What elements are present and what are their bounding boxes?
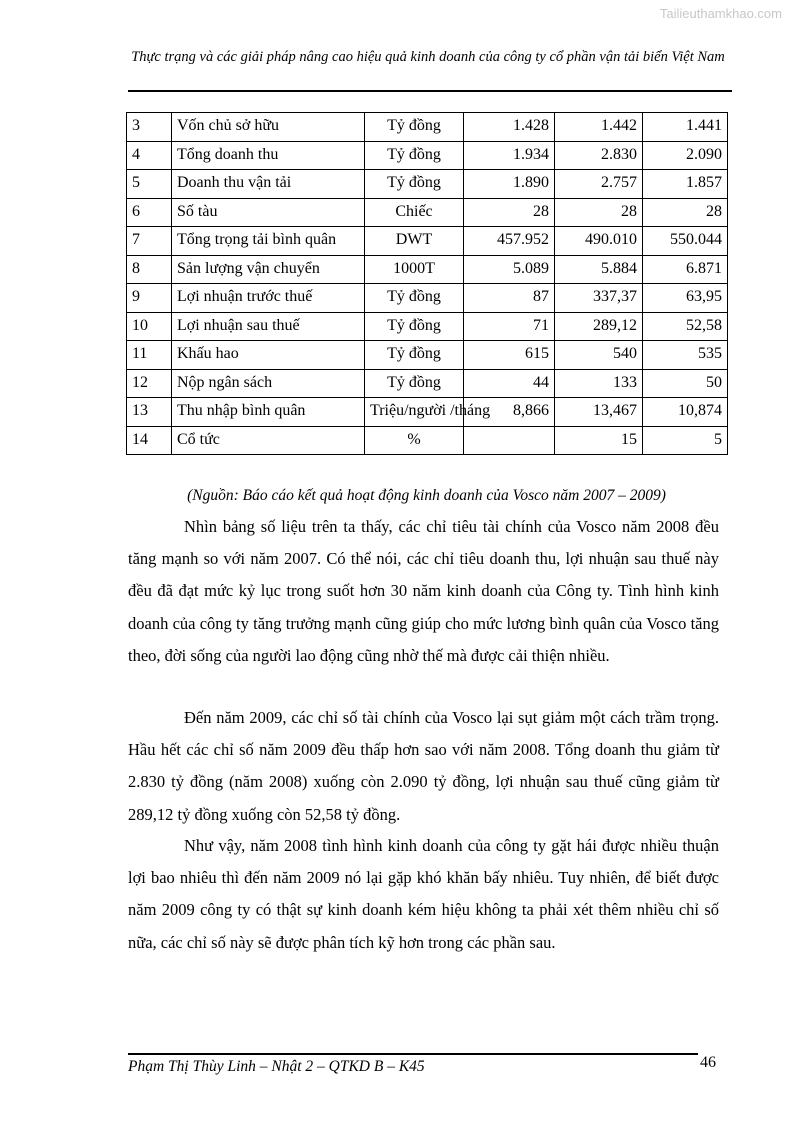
value-2008: 490.010 bbox=[555, 227, 643, 256]
footer-divider bbox=[128, 1053, 698, 1055]
row-number: 12 bbox=[127, 369, 172, 398]
row-number: 9 bbox=[127, 284, 172, 313]
row-number: 5 bbox=[127, 170, 172, 199]
row-number: 3 bbox=[127, 113, 172, 142]
table-row bbox=[127, 255, 728, 284]
value-2007: 1.428 bbox=[464, 113, 555, 142]
indicator-name: Lợi nhuận trước thuế bbox=[172, 284, 365, 313]
table-row bbox=[127, 170, 728, 199]
table-row bbox=[127, 369, 728, 398]
value-2009: 550.044 bbox=[643, 227, 728, 256]
unit-cell: DWT bbox=[365, 227, 464, 256]
unit-cell: % bbox=[365, 426, 464, 455]
value-2009: 28 bbox=[643, 198, 728, 227]
unit-cell: Tỷ đồng bbox=[365, 341, 464, 370]
value-2009: 1.441 bbox=[643, 113, 728, 142]
value-2008: 1.442 bbox=[555, 113, 643, 142]
footer-author: Phạm Thị Thùy Linh – Nhật 2 – QTKD B – K45 bbox=[128, 1058, 425, 1075]
row-number: 4 bbox=[127, 141, 172, 170]
value-2009: 52,58 bbox=[643, 312, 728, 341]
value-2009: 2.090 bbox=[643, 141, 728, 170]
indicator-name: Lợi nhuận sau thuế bbox=[172, 312, 365, 341]
unit-cell: Tỷ đồng bbox=[365, 113, 464, 142]
table-row bbox=[127, 141, 728, 170]
row-number: 14 bbox=[127, 426, 172, 455]
row-number: 7 bbox=[127, 227, 172, 256]
value-2007: 5.089 bbox=[464, 255, 555, 284]
table-row bbox=[127, 284, 728, 313]
value-2009: 5 bbox=[643, 426, 728, 455]
value-2007: 1.890 bbox=[464, 170, 555, 199]
value-2007: 615 bbox=[464, 341, 555, 370]
value-2009: 63,95 bbox=[643, 284, 728, 313]
row-number: 6 bbox=[127, 198, 172, 227]
table-row bbox=[127, 341, 728, 370]
value-2007: 8,866 bbox=[464, 398, 555, 427]
value-2007: 71 bbox=[464, 312, 555, 341]
header-divider bbox=[128, 90, 732, 92]
table-row bbox=[127, 227, 728, 256]
paragraph: Đến năm 2009, các chỉ số tài chính của Vosco lại sụt giảm một cách trầm trọng. Hầu hết các chỉ số năm 2009 đều thấp hơn sao với năm 2008. Tổng doanh thu giảm từ 2.830 tỷ đồng (năm 2008) xuống còn 2.090 tỷ đồng, lợi nhuận sau thuế cũng giảm từ 289,12 tỷ đồng xuống còn 52,58 tỷ đồng. bbox=[128, 708, 719, 824]
value-2007 bbox=[464, 426, 555, 455]
value-2009: 535 bbox=[643, 341, 728, 370]
value-2008: 289,12 bbox=[555, 312, 643, 341]
page-header: Thực trạng và các giải pháp nâng cao hiệu quả kinh doanh của công ty cổ phần vận tải biển Việt Nam bbox=[131, 49, 725, 65]
table-row bbox=[127, 426, 728, 455]
indicator-name: Thu nhập bình quân bbox=[172, 398, 365, 427]
value-2008: 2.757 bbox=[555, 170, 643, 199]
row-number: 13 bbox=[127, 398, 172, 427]
value-2009: 50 bbox=[643, 369, 728, 398]
financial-table bbox=[126, 112, 728, 455]
unit-cell: Tỷ đồng bbox=[365, 141, 464, 170]
indicator-name: Sản lượng vận chuyển bbox=[172, 255, 365, 284]
value-2007: 44 bbox=[464, 369, 555, 398]
value-2008: 13,467 bbox=[555, 398, 643, 427]
indicator-name: Vốn chủ sở hữu bbox=[172, 113, 365, 142]
unit-cell: Triệu/người /tháng bbox=[365, 398, 464, 427]
paragraph: Như vậy, năm 2008 tình hình kinh doanh của công ty gặt hái được nhiều thuận lợi bao nhiêu thì đến năm 2009 nó lại gặp khó khăn bấy nhiêu. Tuy nhiên, để biết được năm 2009 công ty có thật sự kinh doanh kém hiệu không ta phải xét thêm nhiều chỉ số nữa, các chỉ số này sẽ được phân tích kỹ hơn trong các phần sau. bbox=[128, 836, 719, 952]
indicator-name: Doanh thu vận tải bbox=[172, 170, 365, 199]
indicator-name: Tổng trọng tải bình quân bbox=[172, 227, 365, 256]
table-row bbox=[127, 198, 728, 227]
value-2008: 133 bbox=[555, 369, 643, 398]
paragraph: Nhìn bảng số liệu trên ta thấy, các chỉ tiêu tài chính của Vosco năm 2008 đều tăng mạnh so với năm 2007. Có thể nói, các chỉ tiêu doanh thu, lợi nhuận sau thuế này đều đã đạt mức kỷ lục trong suốt hơn 30 năm kinh doanh của Công ty. Tình hình kinh doanh của công ty tăng trưởng mạnh cũng giúp cho mức lương bình quân của Vosco tăng theo, đời sống của người lao động cũng nhờ thế mà được cải thiện nhiều. bbox=[128, 517, 719, 665]
table-source-caption: (Nguồn: Báo cáo kết quả hoạt động kinh doanh của Vosco năm 2007 – 2009) bbox=[187, 487, 666, 504]
table-body bbox=[127, 113, 728, 455]
indicator-name: Khấu hao bbox=[172, 341, 365, 370]
indicator-name: Tổng doanh thu bbox=[172, 141, 365, 170]
unit-cell: Tỷ đồng bbox=[365, 369, 464, 398]
table-row bbox=[127, 398, 728, 427]
value-2008: 337,37 bbox=[555, 284, 643, 313]
unit-cell: Tỷ đồng bbox=[365, 170, 464, 199]
value-2008: 2.830 bbox=[555, 141, 643, 170]
watermark: Tailieuthamkhao.com bbox=[659, 6, 782, 21]
value-2008: 540 bbox=[555, 341, 643, 370]
value-2007: 87 bbox=[464, 284, 555, 313]
unit-cell: Tỷ đồng bbox=[365, 284, 464, 313]
indicator-name: Số tàu bbox=[172, 198, 365, 227]
value-2009: 10,874 bbox=[643, 398, 728, 427]
table-row bbox=[127, 113, 728, 142]
indicator-name: Cổ tức bbox=[172, 426, 365, 455]
row-number: 10 bbox=[127, 312, 172, 341]
row-number: 8 bbox=[127, 255, 172, 284]
page-number: 46 bbox=[700, 1054, 716, 1071]
value-2008: 15 bbox=[555, 426, 643, 455]
unit-cell: Chiếc bbox=[365, 198, 464, 227]
unit-cell: Tỷ đồng bbox=[365, 312, 464, 341]
table-row bbox=[127, 312, 728, 341]
value-2009: 1.857 bbox=[643, 170, 728, 199]
indicator-name: Nộp ngân sách bbox=[172, 369, 365, 398]
unit-cell: 1000T bbox=[365, 255, 464, 284]
value-2008: 28 bbox=[555, 198, 643, 227]
row-number: 11 bbox=[127, 341, 172, 370]
value-2007: 1.934 bbox=[464, 141, 555, 170]
value-2007: 457.952 bbox=[464, 227, 555, 256]
value-2007: 28 bbox=[464, 198, 555, 227]
value-2008: 5.884 bbox=[555, 255, 643, 284]
value-2009: 6.871 bbox=[643, 255, 728, 284]
